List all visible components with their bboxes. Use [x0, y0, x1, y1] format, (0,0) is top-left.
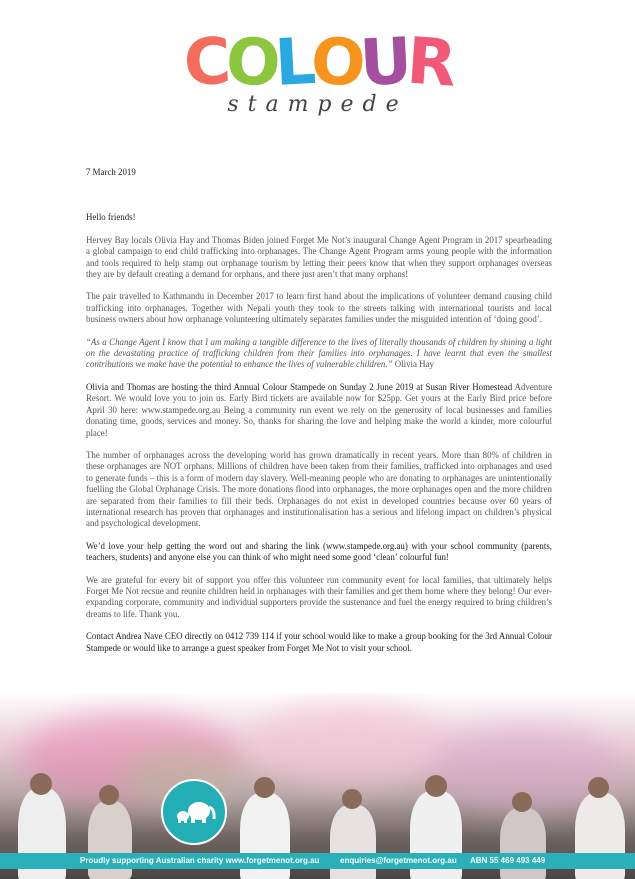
logo-letter: O	[308, 24, 363, 102]
paragraph-orphanage-crisis: The number of orphanages across the developing world has grown dramatically in recent years. More than 80% of children in these orphanages are NOT orphans. Millions of children have been taken from their families, trafficked into orphanages and used to generate funds – this is a form of modern day slavery. Well-meaning people who are donating to orphanages are unintentionally fuelling the Global Orphanage Crisis. The more donations flood into orphanages, the more orphanages open and the more children are separated from their families to fill their beds. Orphanages do not exist in developed countries because over 60 years of international research has proven that orphanages and institutionalisation has a serious and lifelong impact on children’s physical and psychological development.	[86, 449, 552, 529]
paragraph-thanks: We are grateful for every bit of support you offer this volunteer run community event for local families, that ultimately helps Forget Me Not recsue and reunite children held in orphanages with their families and get them home where they belong! Our ever-expanding corporate, community and individual supporters provide the sustenance and fuel the energy required to bring children’s dreams to life. Thank you.	[86, 574, 552, 619]
paragraph-kathmandu: The pair travelled to Kathmandu in December 2017 to learn first hand about the implications of volunteer demand causing child trafficking into orphanages. Together with Nepali youth they took to the streets talking with international tourists and local business owners about how orphanage volunteering ultimately separates families under the misguided intention of ‘doing good’.	[86, 291, 552, 325]
paragraph-intro: Hervey Bay locals Olivia Hay and Thomas Biden joined Forget Me Not’s inaugural Change Agent Program in 2017 spearheading a global campaign to end child trafficking into orphanages. The Change Agent Program arms young people with the information and tools required to help stamp out orphanage tourism by letting their peers know that when they support orphanages overseas they are by default creating a demand for orphans, and there just aren’t that many orphans!	[86, 234, 552, 280]
colour-stampede-logo	[0, 24, 635, 138]
logo-letter: L	[273, 25, 313, 101]
forget-me-not-badge	[161, 779, 227, 845]
paragraph-share: We’d love your help getting the word out and sharing the link (www.stampede.org.au) with your school community (parents, teachers, students) and anyone else you can think of who might need some good ‘clean’ colourful fun!	[86, 540, 552, 563]
quote-author: Olivia Hay	[394, 359, 434, 370]
event-lead: Olivia and Thomas are hosting the third Annual Colour Stampede on Sunday 2 June 2019 at Susan River Homestead	[86, 381, 513, 392]
footer-charity: Proudly supporting Australian charity www.forgetmenot.org.au	[80, 856, 320, 865]
logo-letter: R	[404, 24, 454, 102]
quote-paragraph	[86, 337, 552, 371]
footer-email: enquiries@forgetmenot.org.au	[340, 856, 457, 865]
paragraph-event	[86, 382, 552, 439]
letter-date: 7 March 2019	[86, 167, 136, 177]
footer-bar	[0, 853, 635, 869]
logo-wordmark	[0, 24, 635, 102]
footer-abn: ABN 55 469 493 449	[470, 856, 546, 865]
event-details: Adventure Resort. We would love you to join us. Early Bird tickets are available now for $25pp. Get yours at the Early Bird price before April 30 here: www.stampede.org.au Being a community run event we rely on the generosity of local businesses and families donating time, goods, services and money. So, thanks for sharing the love and helping make the world a kinder, more colourful place!	[86, 381, 553, 438]
logo-subtitle: stampede	[227, 92, 408, 117]
colour-run-photo	[0, 693, 635, 879]
logo-letter: O	[223, 24, 278, 102]
quote-text: “As a Change Agent I know that I am making a tangible difference to the lives of literally thousands of children by shining a light on the devastating practice of trafficking children from their families into orphanages. I have learnt that even the smallest contributions we make have the potential to enhance the lives of vulnerable children.”	[86, 336, 552, 370]
logo-letter: C	[181, 24, 228, 102]
logo-letter: U	[358, 24, 410, 102]
letter-body	[86, 167, 552, 665]
greeting: Hello friends!	[86, 212, 136, 223]
elephant-icon	[163, 781, 225, 843]
paragraph-contact: Contact Andrea Nave CEO directly on 0412 739 114 if your school would like to make a group booking for the 3rd Annual Colour Stampede or would like to arrange a guest speaker from Forget Me Not to visit your school.	[86, 631, 552, 653]
